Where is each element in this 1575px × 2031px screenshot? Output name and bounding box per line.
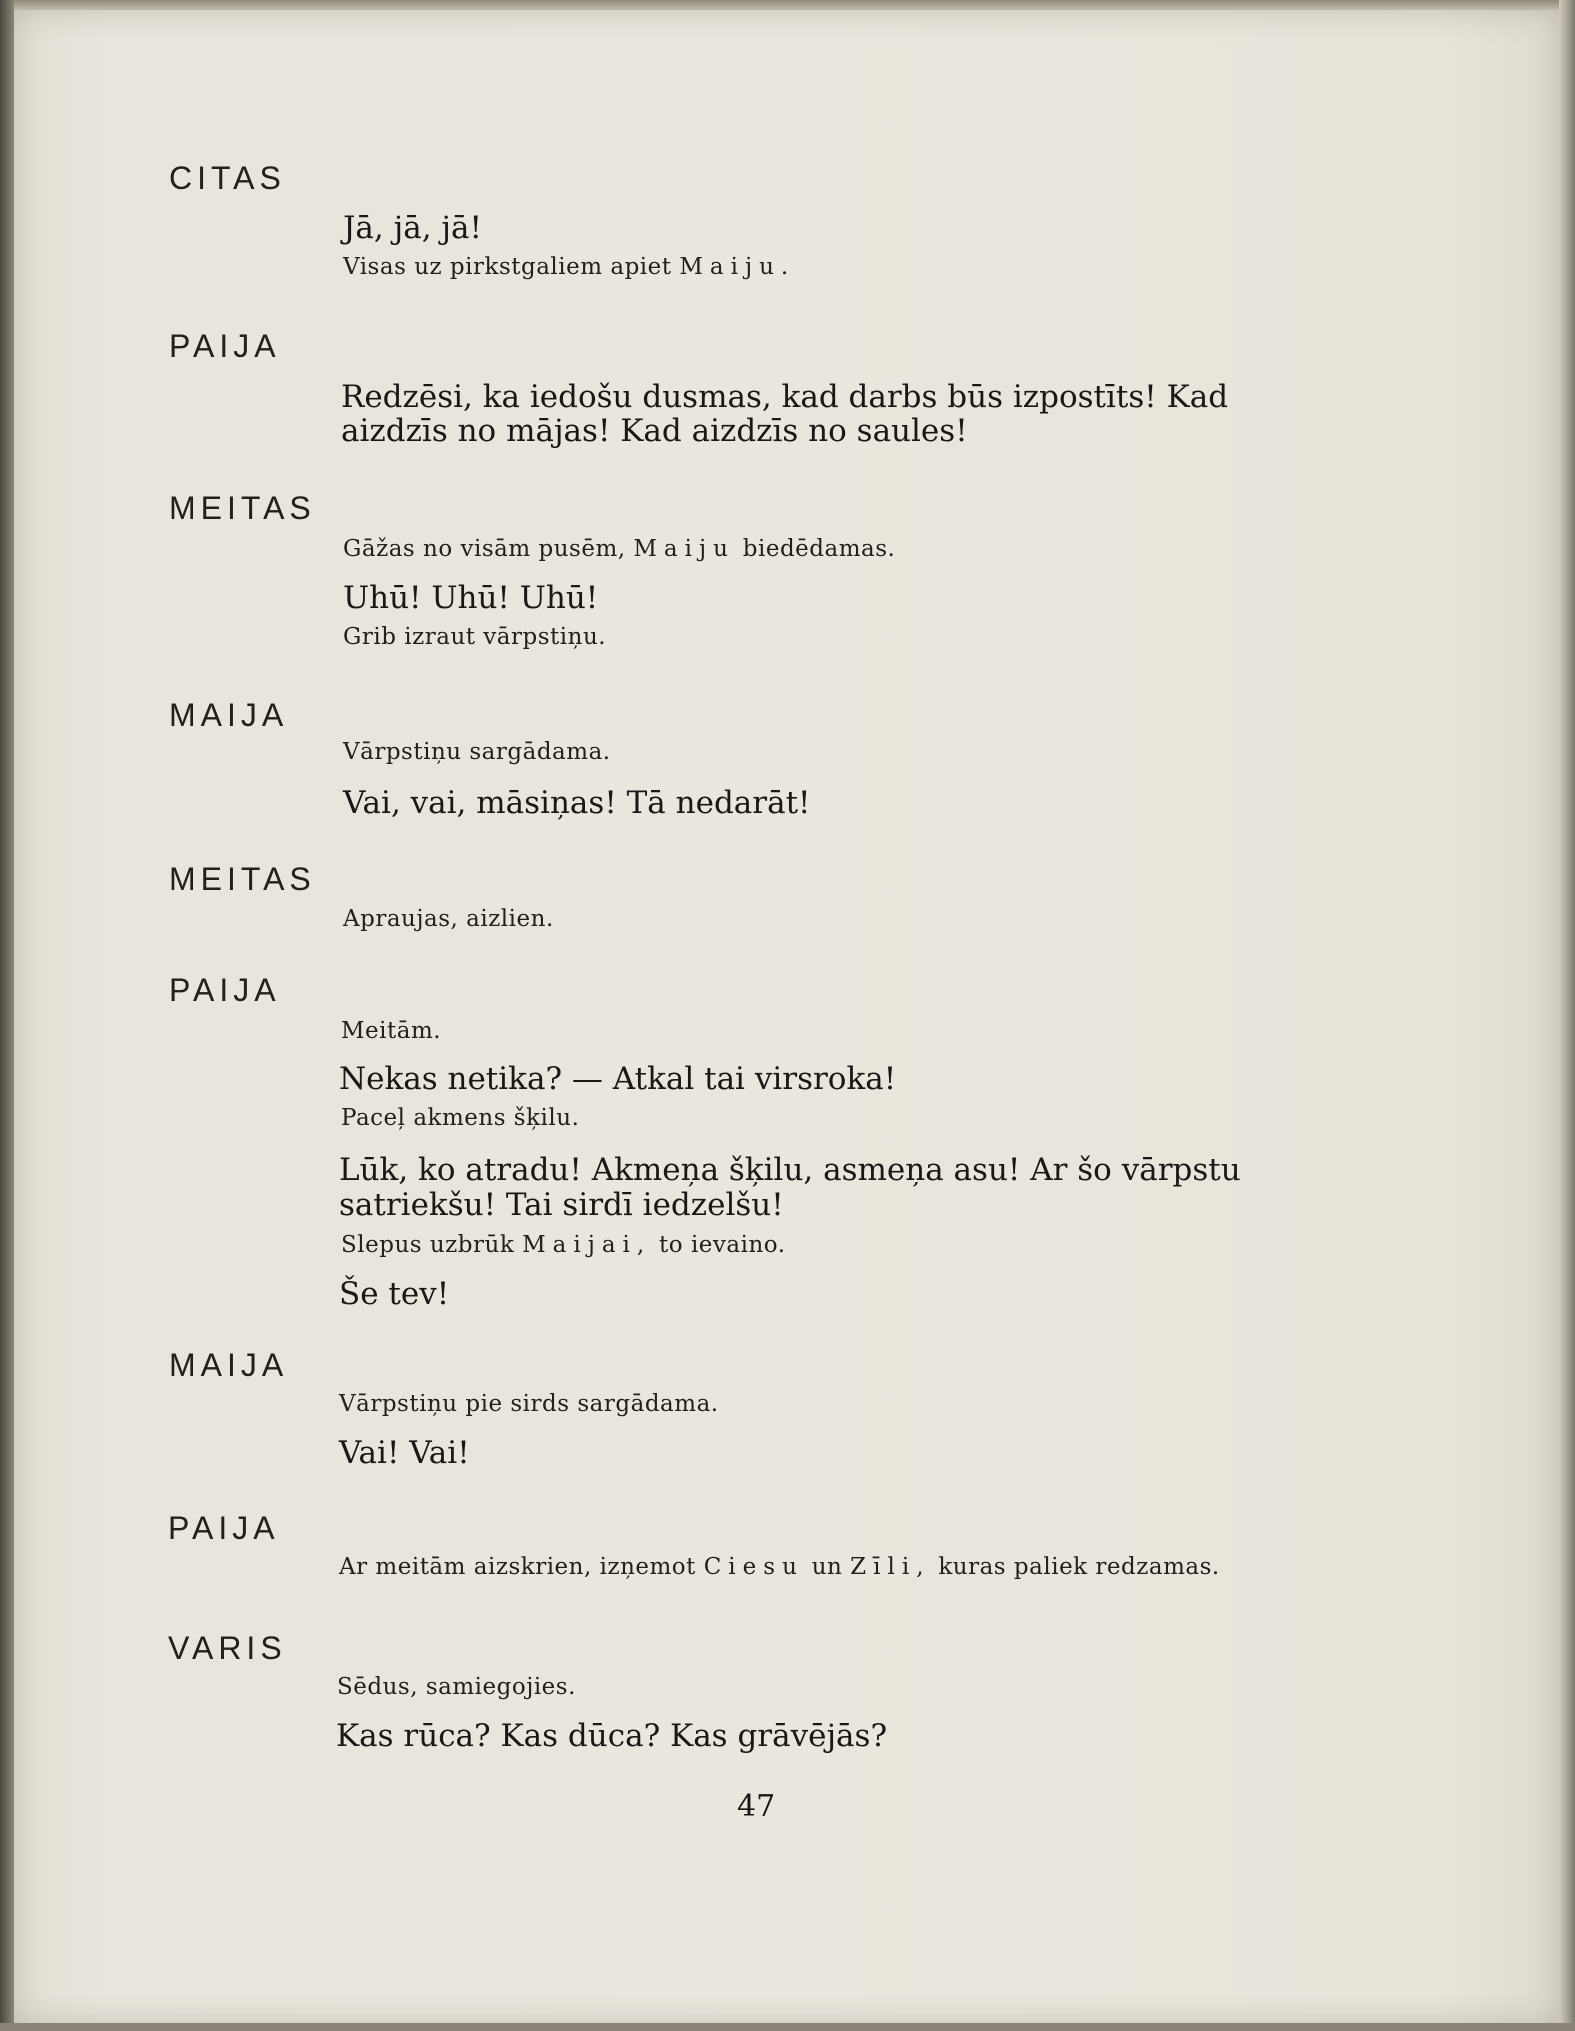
stage-direction: Sēdus, samiegojies. xyxy=(337,1674,576,1700)
dialogue-line: Uhū! Uhū! Uhū! xyxy=(343,580,599,616)
dialogue-line: Lūk, ko atradu! Akmeņa šķilu, asmeņa asu! Ar šo vārpstu xyxy=(339,1152,1241,1188)
speaker-name: PAIJA xyxy=(169,972,281,1008)
stage-direction: Ar meitām aizskrien, izņemot Ciesu un Zīli, kuras paliek redzamas. xyxy=(339,1554,1220,1580)
dialogue-line: aizdzīs no mājas! Kad aizdzīs no saules! xyxy=(341,413,968,449)
speaker-name: MEITAS xyxy=(169,861,316,897)
speaker-name: MAIJA xyxy=(169,1347,289,1383)
stage-direction: Vārpstiņu pie sirds sargādama. xyxy=(339,1391,719,1417)
speaker-name: PAIJA xyxy=(169,328,281,364)
dialogue-line: Kas rūca? Kas dūca? Kas grāvējās? xyxy=(336,1718,888,1754)
book-spine xyxy=(0,0,14,2031)
page-right-edge xyxy=(1559,0,1575,2031)
speaker-name: MEITAS xyxy=(169,490,316,526)
dialogue-line: Nekas netika? — Atkal tai virsroka! xyxy=(339,1061,897,1097)
stage-direction: Vārpstiņu sargādama. xyxy=(343,739,611,765)
stage-direction: Meitām. xyxy=(341,1018,442,1044)
stage-direction: Visas uz pirkstgaliem apiet Maiju. xyxy=(343,254,789,280)
speaker-name: PAIJA xyxy=(168,1510,280,1546)
stage-direction: Grib izraut vārpstiņu. xyxy=(343,624,607,650)
speaker-name: CITAS xyxy=(169,160,286,196)
dialogue-line: Redzēsi, ka iedošu dusmas, kad darbs būs izpostīts! Kad xyxy=(341,379,1229,415)
page-number: 47 xyxy=(737,1789,776,1824)
page-bottom-edge xyxy=(0,2023,1575,2031)
dialogue-line: satriekšu! Tai sirdī iedzelšu! xyxy=(339,1187,784,1223)
dialogue-line: Vai, vai, māsiņas! Tā nedarāt! xyxy=(343,785,811,821)
speaker-name: MAIJA xyxy=(169,697,289,733)
dialogue-line: Jā, jā, jā! xyxy=(343,210,482,246)
stage-direction: Gāžas no visām pusēm, Maiju biedēdamas. xyxy=(343,536,896,562)
stage-direction: Apraujas, aizlien. xyxy=(343,906,554,932)
stage-direction: Paceļ akmens šķilu. xyxy=(341,1105,580,1131)
dialogue-line: Vai! Vai! xyxy=(339,1435,470,1471)
speaker-name: VARIS xyxy=(168,1630,287,1666)
dialogue-line: Še tev! xyxy=(339,1276,450,1312)
stage-direction: Slepus uzbrūk Maijai, to ievaino. xyxy=(341,1232,786,1258)
